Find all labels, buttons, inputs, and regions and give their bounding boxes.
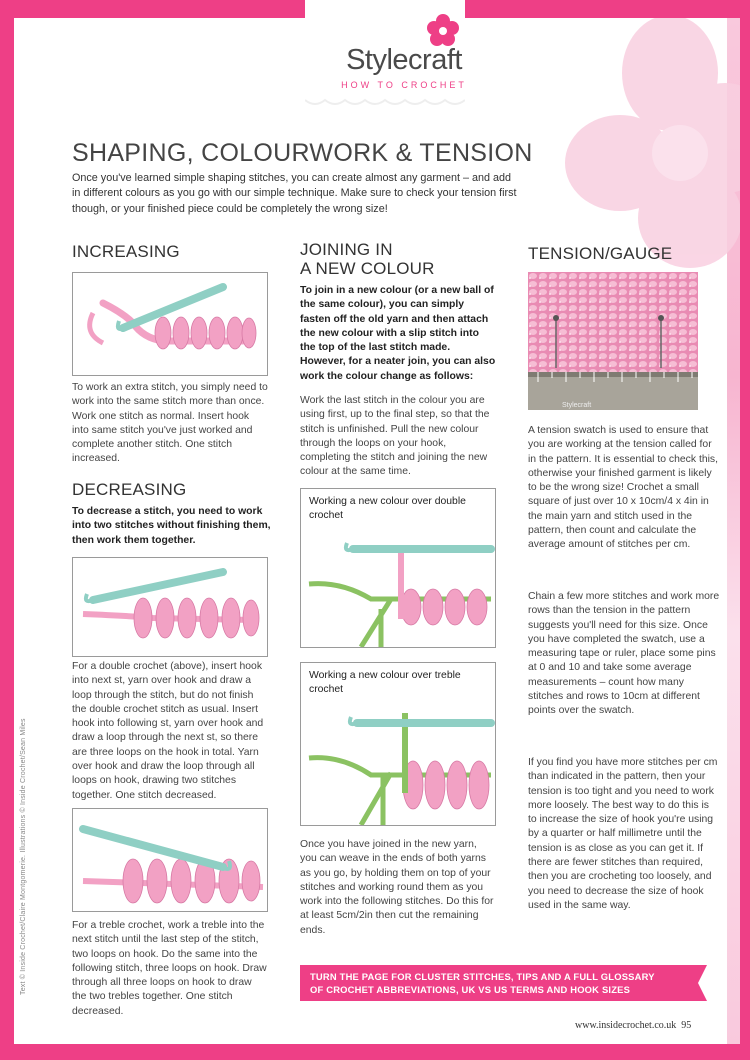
decreasing-tr-body: For a treble crochet, work a treble into the next stitch until the last step of the stitch, two loops on hook. Do the same into the following stitch, three loops on hook. Draw through all three loops on hook to draw the two trebles together. One stitch decreased. (72, 920, 267, 1017)
banner-line-1: TURN THE PAGE FOR CLUSTER STITCHES, TIPS AND A FULL GLOSSARY (310, 971, 655, 982)
joining-lead: To join in a new colour (or a new ball of the same colour), you can simply fasten off the old yarn and then attach the new colour with a slip stitch into the top of the last stitch made. However, for a neater join, you can also work the colour change as follows: (300, 285, 496, 382)
logo-flower-icon (427, 14, 459, 46)
joining-body: Work the last stitch in the colour you are using first, up to the final step, so that the stitch is unfinished. Pull the new colour through the loops on your hook, completing the stitch and joining the new colour at the same time. (300, 395, 490, 478)
page-footer (575, 1020, 691, 1031)
next-page-banner (300, 965, 707, 1001)
ruler-label: Stylecraft (562, 402, 592, 409)
heading-joining-line2: A NEW COLOUR (300, 259, 435, 278)
illustration-credit: Text © Inside Crochet/Claire Montgomerie. Illustrations © Inside Crochet/Sean Miles (20, 718, 27, 995)
heading-joining (300, 240, 435, 278)
footer-url[interactable]: www.insidecrochet.co.uk (575, 1020, 677, 1031)
banner-text (310, 970, 655, 996)
bottom-frame-band (0, 1044, 750, 1060)
joining-body-end: Once you have joined in the new yarn, you can weave in the ends of both yarns as you go, by holding them on top of your stitches and working round them as you work into the following stitches. Do this for at least 5cm/2in then cut the remaining ends. (300, 839, 494, 936)
tension-para-2: Chain a few more stitches and work more rows than the tension in the pattern suggests you'll need for this size. Once you have completed the swatch, use a measuring tape or ruler, place some pins at 0 and 10 and take some average measurements – count how many stitches and rows to 10cm at different points over the swatch. (528, 591, 720, 717)
decrease-tr-illustration (72, 808, 268, 912)
increasing-body: To work an extra stitch, you simply need to work into the same stitch more than once. Work one stitch as normal. Insert hook into same stitch you've just worked and complete another stitch. One stitch increased. (72, 382, 268, 465)
heading-decreasing: DECREASING (72, 480, 187, 499)
decrease-dc-illustration (72, 557, 268, 657)
page-title: SHAPING, COLOURWORK & TENSION (72, 139, 533, 167)
heading-joining-line1: JOINING IN (300, 240, 393, 259)
brand-tagline: HOW TO CROCHET (341, 80, 467, 90)
decorative-flower-icon (540, 18, 740, 278)
heading-tension: TENSION/GAUGE (528, 244, 673, 263)
right-frame-band (740, 0, 750, 1060)
decreasing-dc-body: For a double crochet (above), insert hook into next st, yarn over hook and draw a loop through the stitch, but do not finish the double crochet stitch as usual. Insert hook into following st, yarn over hook and draw a loop through the next st, so there are three loops on the hook in total. Yarn over hook and draw the loop through all loops on hook, drawing two stitches together. One stitch decreased. (72, 661, 264, 801)
caption-join-dc: Working a new colour over double crochet (309, 496, 466, 521)
brand-name: Stylecraft (346, 44, 462, 76)
left-frame-band (0, 0, 14, 1060)
join-tr-illustration (300, 662, 496, 826)
heading-increasing: INCREASING (72, 242, 180, 261)
banner-line-2: OF CROCHET ABBREVIATIONS, UK VS US TERMS AND HOOK SIZES (310, 984, 631, 995)
tension-swatch-photo (528, 272, 698, 410)
tension-para-3: If you find you have more stitches per cm than indicated in the pattern, then your tension is too tight and you need to work more loosely. The best way to do this is to increase the size of hook you're using by a quarter or half millimetre until the tension is as close as you can get it. If there are fewer stitches than required, then you are crocheting too loosely, and you need to decrease the size of hook used in the same way. (528, 757, 718, 911)
join-dc-illustration (300, 488, 496, 648)
increase-illustration (72, 272, 268, 376)
caption-join-tr: Working a new colour over treble crochet (309, 670, 461, 695)
intro-paragraph: Once you've learned simple shaping stitches, you can create almost any garment – and add in different colours as you go with our simple technique. Make sure to check your tension first though, or your finished piece could be completely the wrong size! (72, 172, 517, 215)
tension-para-1: A tension swatch is used to ensure that you are working at the tension called for in the pattern. It is essential to check this, otherwise your finished garment is likely to be the wrong size! Crochet a small square of just over 10 x 10cm/4 x 4in in the main yarn and stitch used in the pattern, then count and calculate the average amount of stitches per cm. (528, 425, 719, 551)
page-number: 95 (681, 1020, 692, 1031)
decreasing-lead: To decrease a stitch, you need to work into two stitches without finishing them, then work them together. (72, 506, 271, 546)
